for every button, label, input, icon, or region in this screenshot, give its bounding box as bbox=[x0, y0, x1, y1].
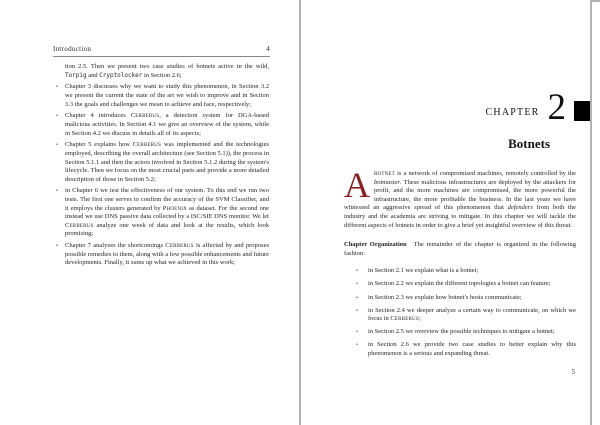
list-item bbox=[344, 267, 576, 276]
page-right-edge bbox=[590, 0, 592, 425]
right-page-body bbox=[344, 165, 576, 363]
bullet-marker: • bbox=[56, 188, 58, 195]
bullet-marker: • bbox=[56, 142, 58, 149]
chapter-number: 2 bbox=[547, 87, 566, 128]
dropcap-letter: A bbox=[344, 165, 370, 205]
list-item bbox=[53, 83, 269, 109]
list-item bbox=[53, 187, 269, 239]
right-page bbox=[301, 0, 590, 425]
list-item bbox=[53, 112, 269, 138]
bullet-marker: • bbox=[356, 281, 358, 288]
chapter-label: CHAPTER bbox=[485, 107, 540, 118]
chapter-title: Botnets bbox=[508, 136, 550, 151]
right-page-number: 5 bbox=[571, 368, 575, 376]
list-item bbox=[344, 280, 576, 289]
bullet-marker: • bbox=[56, 243, 58, 250]
bullet-marker: • bbox=[356, 329, 358, 336]
list-item-text: Chapter 3 discusses why we want to study this phenomenon, in Section 3.2 we present the current the state of the art we wish to improve and in Section 3.3 the goals and challenges we mean to achieve and face, respectively; bbox=[65, 83, 269, 108]
list-item-text: in Section 2.3 we explain how botnet's hosts communicate; bbox=[368, 293, 522, 301]
bullet-marker: • bbox=[356, 342, 358, 349]
list-item-text: Chapter 4 introduces Cerberus, a detection system for DGA-based malicious activities. In Section 4.1 we give an overview of the system, while in Section 4.2 we discuss in details all of its aspects; bbox=[65, 112, 269, 137]
running-header-title: Introduction bbox=[53, 45, 92, 53]
bullet-marker: • bbox=[56, 84, 58, 91]
left-page-body bbox=[53, 63, 269, 271]
list-item-text: Chapter 7 analyzes the shortcomings Cerberus is affected by and proposes possible remedies to them, along with a few possible enhancements and future developments. Finally, it sums up what we achieved in this work; bbox=[65, 242, 270, 267]
chapter-heading bbox=[485, 87, 590, 128]
running-header bbox=[53, 45, 270, 57]
list-item-text: in Section 2.4 we deeper analyze a certain way to communicate, on which we focus in Cerberus; bbox=[368, 306, 576, 323]
bullet-marker: • bbox=[356, 294, 358, 301]
list-item-text: Chapter 5 explains how Cerberus was implemented and the technologies employed, describing the overall architecture (see Section 5.1)), the process in Section 5.1.1 and then the actors involved in Section 5.1.2 during the system's lifecycle. Then we focus on the most crucial parts and provide a more detailed description of those in Section 5.2; bbox=[65, 141, 269, 183]
list-item-text: in Section 2.2 we explain the different topologies a botnet can feature; bbox=[368, 280, 551, 288]
list-item-text: in Section 2.6 we provide two case studies to better explain why this phenomenon is a serious and expanding threat. bbox=[368, 341, 576, 357]
list-item bbox=[53, 242, 269, 268]
left-page-number: 4 bbox=[266, 45, 270, 53]
intro-paragraph bbox=[344, 165, 576, 230]
list-item-text: tion 2.5. Then we present two case studies of botnets active in the wild, Torpig and Cryptolocker in Section 2.6; bbox=[65, 63, 269, 79]
left-page bbox=[0, 0, 299, 425]
intro-text: botnet is a network of compromised machines, remotely controlled by the botmaster. These malicious infrastructures are deployed by the attackers for profit, and the more machines are compromised, the more powerful the infrastructure, the more profitable the business. In the last years we have witnessed an aggressive spread of this phenomenon that defenders from both the industry and the academia are striving to mitigate. In this chapter we will tackle the different aspects of botnets in order to give a brief yet insightful overview of this threat. bbox=[344, 170, 576, 229]
list-item bbox=[344, 341, 576, 358]
list-item bbox=[53, 63, 269, 80]
list-item-text: in Section 2.5 we overview the possible techniques to mitigate a botnet; bbox=[368, 328, 555, 336]
bullet-marker: • bbox=[56, 113, 58, 120]
chapter-square-decoration bbox=[574, 101, 590, 121]
list-item bbox=[344, 328, 576, 337]
list-item bbox=[53, 141, 269, 184]
list-item-text: in Section 2.1 we explain what is a botnet; bbox=[368, 267, 479, 275]
section-list bbox=[344, 267, 576, 358]
list-item-text: in Chapter 6 we test the effectiveness of our system. To this end we run two tests. The first one serves to confirm the accuracy of the SVM Classifier, and it employs the clusters generated by Phoenix as dataset. For the second one instead we use DNS passive data collected by a ISC/SIE DNS monitor. We let Cerberus analyze one week of data and look at the results, which look promising; bbox=[65, 187, 269, 238]
list-item bbox=[344, 307, 576, 324]
list-item bbox=[344, 294, 576, 303]
bullet-marker: • bbox=[356, 268, 358, 275]
bullet-marker: • bbox=[356, 307, 358, 314]
chapter-organization-paragraph: Chapter Organization The remainder of the chapter is organized in the following fashion: bbox=[344, 241, 576, 257]
